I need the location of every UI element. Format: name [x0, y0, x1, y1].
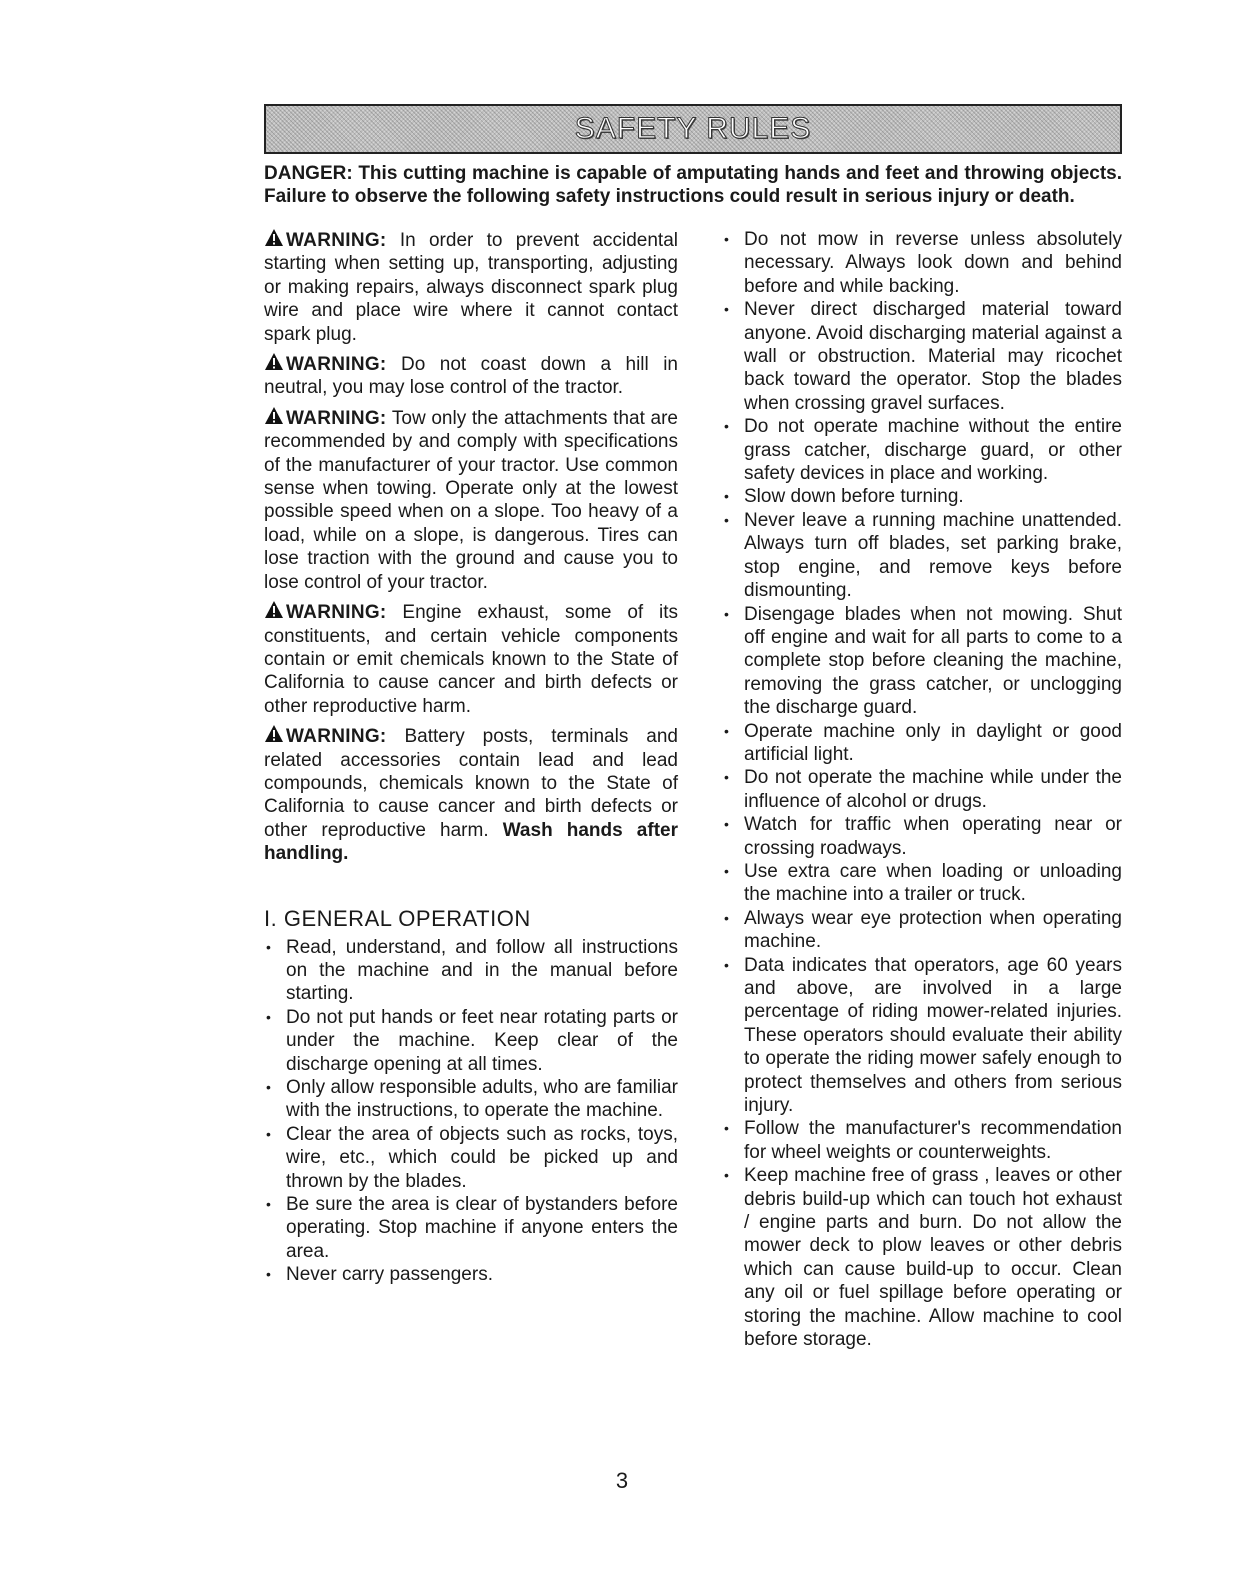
- warning-label: WARNING:: [286, 230, 387, 251]
- warning-text: Tow only the attachments that are recommended by and comply with specifications of the manufacturer of your tractor. Use common sense when towing. Operate only at the lowest possible speed when on a slope. Too heavy of a load, while on a slope, is dangerous. Tires can lose traction with the ground and cause you to lose control of your tractor.: [264, 407, 678, 593]
- safety-rule-item: • Clear the area of objects such as rocks, toys, wire, etc., which could be picked up and thrown by the blades.: [264, 1123, 678, 1193]
- section-title-general-operation: I. GENERAL OPERATION: [264, 905, 531, 931]
- warning-label: WARNING:: [286, 407, 387, 429]
- general-operation-list-right: [722, 228, 1122, 1352]
- safety-rule-item: • Be sure the area is clear of bystanders before operating. Stop machine if anyone enters the area.: [264, 1193, 678, 1263]
- safety-rule-item: • Always wear eye protection when operating machine.: [722, 907, 1122, 954]
- safety-rule-item: • Use extra care when loading or unloading the machine into a trailer or truck.: [722, 860, 1122, 907]
- safety-rules-banner: [264, 104, 1122, 154]
- warning-text: Battery posts, terminals and related accessories contain lead and lead compounds, chemicals known to the State of California to cause cancer and birth defects or other reproductive harm.: [264, 726, 678, 841]
- warning-triangle-icon: [264, 408, 286, 429]
- manual-page: [264, 104, 1122, 1352]
- warnings-list: [264, 228, 678, 866]
- warning-text: In order to prevent accidental starting when setting up, transporting, adjusting or making repairs, always disconnect spark plug wire and place wire where it cannot contact spark plug.: [264, 230, 678, 345]
- warning-text: Engine exhaust, some of its constituents, and certain vehicle components contain or emit chemicals known to the State of California to cause cancer and birth defects or other reproductive harm.: [264, 602, 678, 717]
- warning-paragraph: [264, 724, 678, 865]
- warning-triangle-icon: [264, 726, 286, 747]
- safety-rule-item: • Do not operate the machine while under the influence of alcohol or drugs.: [722, 766, 1122, 813]
- safety-rule-item: • Operate machine only in daylight or good artificial light.: [722, 720, 1122, 767]
- warning-label: WARNING:: [286, 354, 387, 376]
- safety-rule-item: • Follow the manufacturer's recommendation for wheel weights or counterweights.: [722, 1117, 1122, 1164]
- page-number: 3: [615, 1468, 629, 1493]
- warning-label: WARNING:: [286, 726, 387, 748]
- safety-rule-item: • Never direct discharged material toward anyone. Avoid discharging material against a wall or obstruction. Material may ricochet back toward the operator. Stop the blades when crossing gravel surfaces.: [722, 298, 1122, 415]
- safety-rule-item: • Do not put hands or feet near rotating parts or under the machine. Keep clear of the discharge opening at all times.: [264, 1006, 678, 1076]
- warning-paragraph: [264, 352, 678, 400]
- warning-triangle-icon: [264, 602, 286, 623]
- warning-paragraph: [264, 600, 678, 718]
- safety-rule-item: • Keep machine free of grass , leaves or other debris build-up which can touch hot exhaust / engine parts and burn. Do not allow the mower deck to plow leaves or other debris which can cause build-up to occur. Clean any oil or fuel spillage before operating or storing the machine. Allow machine to cool before storage.: [722, 1164, 1122, 1351]
- warning-text: Do not coast down a hill in neutral, you may lose control of the tractor.: [264, 354, 678, 399]
- left-column: [264, 228, 678, 1352]
- warning-bold-tail: Wash hands after handling.: [264, 819, 678, 865]
- content-columns: [264, 228, 1122, 1352]
- danger-statement: DANGER: This cutting machine is capable of amputating hands and feet and throwing objects. Failure to observe the following safety instructions could result in serious injury or death.: [264, 163, 1122, 207]
- safety-rule-item: • Disengage blades when not mowing. Shut off engine and wait for all parts to come to a complete stop before cleaning the machine, removing the grass catcher, or unclogging the discharge guard.: [722, 603, 1122, 720]
- warning-label: WARNING:: [286, 602, 387, 624]
- safety-rule-item: • Slow down before turning.: [722, 485, 1122, 508]
- warning-paragraph: [264, 228, 678, 346]
- safety-rule-item: • Never carry passengers.: [264, 1263, 678, 1286]
- safety-rule-item: • Never leave a running machine unattended. Always turn off blades, set parking brake, stop engine, and remove keys before dismounting.: [722, 509, 1122, 603]
- safety-rule-item: • Only allow responsible adults, who are familiar with the instructions, to operate the machine.: [264, 1076, 678, 1123]
- banner-title: SAFETY RULES: [574, 112, 812, 145]
- safety-rule-item: • Watch for traffic when operating near or crossing roadways.: [722, 813, 1122, 860]
- warning-paragraph: [264, 406, 678, 594]
- safety-rule-item: • Read, understand, and follow all instructions on the machine and in the manual before starting.: [264, 936, 678, 1006]
- warning-triangle-icon: [264, 230, 286, 251]
- warning-triangle-icon: [264, 354, 286, 375]
- right-column: [722, 228, 1122, 1352]
- safety-rule-item: • Data indicates that operators, age 60 years and above, are involved in a large percentage of riding mower-related injuries. These operators should evaluate their ability to operate the riding mower safely enough to protect themselves and others from serious injury.: [722, 954, 1122, 1118]
- safety-rule-item: • Do not operate machine without the entire grass catcher, discharge guard, or other safety devices in place and working.: [722, 415, 1122, 485]
- safety-rule-item: • Do not mow in reverse unless absolutely necessary. Always look down and behind before and while backing.: [722, 228, 1122, 298]
- general-operation-list-left: [264, 936, 678, 1287]
